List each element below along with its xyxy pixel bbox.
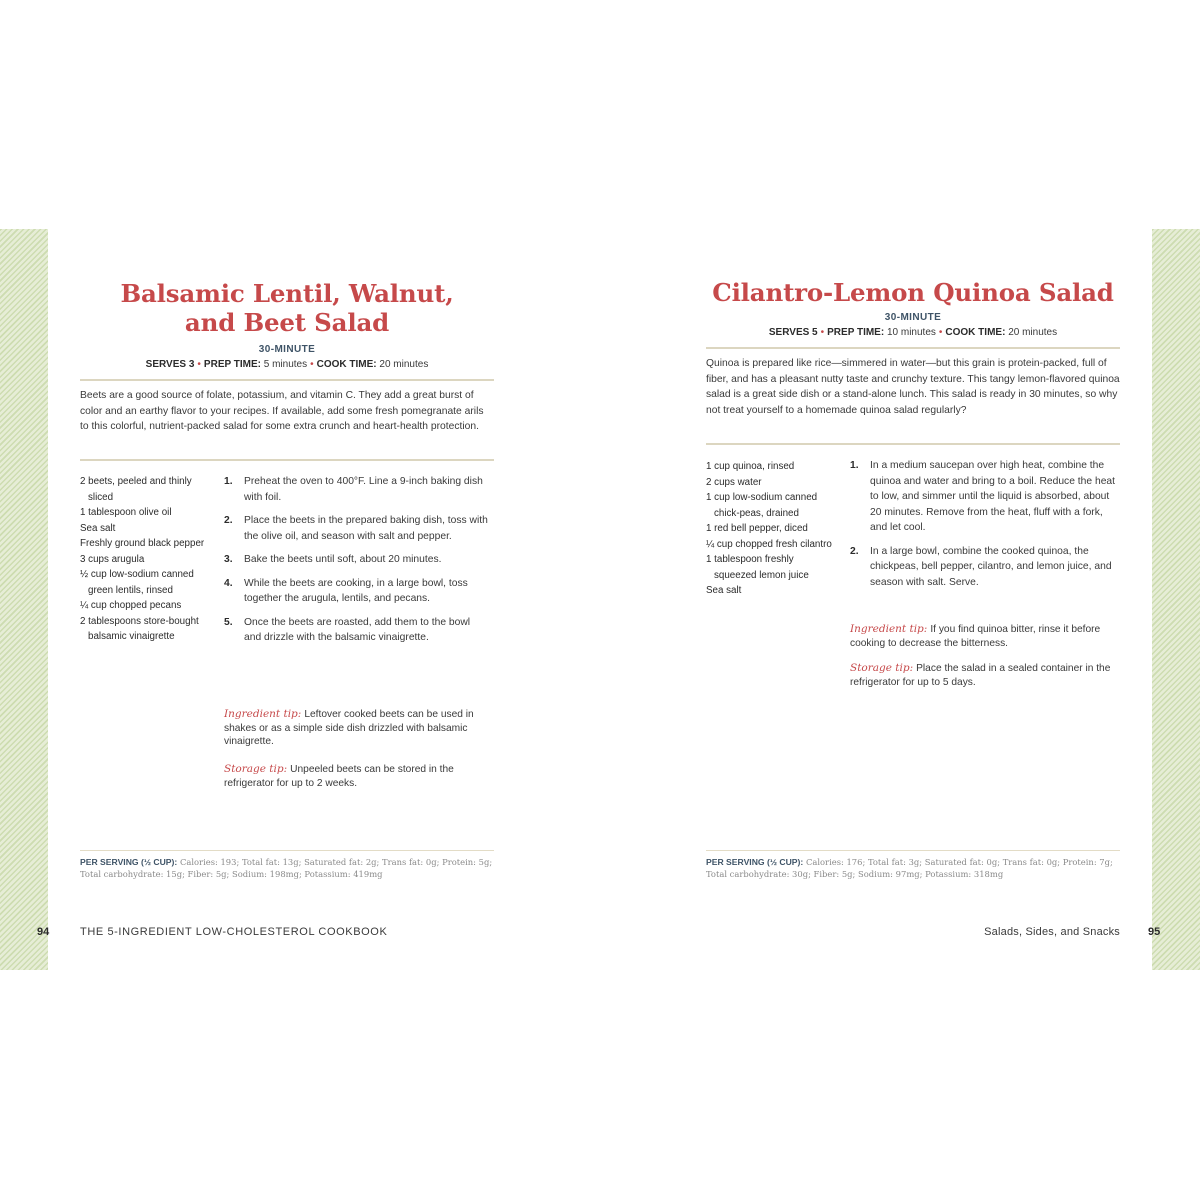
cook-value: 20 minutes <box>1008 327 1058 338</box>
recipe-title-line-2: and Beet Salad <box>184 308 390 337</box>
cook-label: COOK TIME: <box>945 327 1006 338</box>
ingredient-list <box>80 474 210 645</box>
step-number: 3. <box>224 554 233 565</box>
step-list <box>850 458 1120 598</box>
step-text: Bake the beets until soft, about 20 minutes. <box>244 554 442 565</box>
ingredient-tip <box>224 708 492 749</box>
step-text: Place the beets in the prepared baking dish, toss with the olive oil, and season with salt and pepper. <box>244 515 488 542</box>
ingredient-item: Sea salt <box>80 522 116 534</box>
ingredient-item: 3 cups arugula <box>80 553 145 565</box>
prep-label: PREP TIME: <box>827 327 885 338</box>
ingredient-tip-text: If you find quinoa bitter, rinse it before cooking to decrease the bitterness. <box>850 624 1101 649</box>
step-number: 1. <box>224 476 233 487</box>
storage-tip-label: Storage tip: <box>850 662 914 674</box>
recipe-intro: Quinoa is prepared like rice—simmered in water—but this grain is protein-packed, full of fiber, and has a pleasant nutty taste and crunchy texture. This tangy lemon-flavored quinoa salad is a great side dish or a stand-alone lunch. This salad is ready in 30 minutes, so why not treat yourself to a homemade quinoa salad regularly? <box>706 358 1120 416</box>
bullet-separator: • <box>310 359 314 370</box>
step-item <box>850 458 1120 536</box>
step-number: 1. <box>850 460 859 471</box>
ingredient-item: ¼ cup chopped fresh cilantro <box>706 538 832 550</box>
step-number: 2. <box>224 515 233 526</box>
ingredient-item: Sea salt <box>706 585 742 596</box>
divider <box>706 850 1120 851</box>
bullet-separator: • <box>820 327 825 338</box>
left-page <box>80 229 494 970</box>
recipe-badge: 30-MINUTE <box>258 344 316 355</box>
page-number-right: 95 <box>1148 926 1161 938</box>
step-item <box>224 552 489 568</box>
recipe-title: Cilantro-Lemon Quinoa Salad <box>712 278 1114 307</box>
nutrition-label: PER SERVING (½ CUP): <box>80 857 178 867</box>
step-list <box>224 474 489 654</box>
storage-tip-text: Place the salad in a sealed container in the refrigerator for up to 5 days. <box>850 663 1111 688</box>
nutrition-info <box>80 856 494 880</box>
ingredient-tip <box>850 623 1118 650</box>
recipe-title-line-1: Balsamic Lentil, Walnut, <box>120 279 454 308</box>
prep-value: 10 minutes <box>886 327 936 338</box>
ingredient-item: 2 tablespoons store-bought balsamic vinaigrette <box>80 615 199 642</box>
ingredient-item: 2 beets, peeled and thinly sliced <box>80 476 192 503</box>
recipe-badge: 30-MINUTE <box>884 312 942 323</box>
step-text: Once the beets are roasted, add them to the bowl and drizzle with the balsamic vinaigrette. <box>244 616 471 643</box>
bullet-separator: • <box>197 359 201 370</box>
recipe-meta <box>80 359 494 370</box>
nutrition-label: PER SERVING (½ CUP): <box>706 857 804 867</box>
divider <box>706 347 1120 349</box>
step-item <box>850 544 1120 591</box>
nutrition-text: Calories: 193; Total fat: 13g; Saturated fat: 2g; Trans fat: 0g; Protein: 5g; Total carbohydrate: 15g; Fiber: 5g; Sodium: 198mg; Potassium: 419mg <box>80 857 493 879</box>
ingredient-item: Freshly ground black pepper <box>80 538 205 549</box>
step-item <box>224 615 489 646</box>
divider <box>706 443 1120 445</box>
ingredient-item: 2 cups water <box>706 476 762 488</box>
step-item <box>224 576 489 607</box>
ingredient-item: 1 tablespoon freshly squeezed lemon juice <box>706 554 809 581</box>
divider <box>80 850 494 851</box>
serves-label: SERVES 5 <box>768 327 818 338</box>
recipe-intro: Beets are a good source of folate, potassium, and vitamin C. They add a great burst of color and an earthy flavor to your recipes. If available, add some fresh pomegranate arils to this colorful, nutrient-packed salad for some extra crunch and heart-health protection. <box>80 390 484 432</box>
divider <box>80 459 494 461</box>
step-text: While the beets are cooking, in a large bowl, toss together the arugula, lentils, and pecans. <box>244 577 468 604</box>
prep-label: PREP TIME: <box>203 359 261 370</box>
book-spread <box>0 229 1200 970</box>
ingredient-tip-label: Ingredient tip: <box>224 708 302 720</box>
recipe-title <box>80 279 494 337</box>
step-text: In a medium saucepan over high heat, combine the quinoa and water and bring to a boil. Reduce the heat to low, and simmer until the liquid is absorbed, about 20 minutes. Remove from the heat, fluff with a fork, and let cool. <box>870 460 1116 533</box>
ingredient-tip-label: Ingredient tip: <box>850 623 928 635</box>
recipe-meta <box>706 327 1120 338</box>
step-number: 2. <box>850 545 859 557</box>
ingredient-item: ½ cup low-sodium canned green lentils, rinsed <box>80 569 194 596</box>
cook-value: 20 minutes <box>379 359 429 370</box>
right-page <box>706 229 1120 970</box>
ingredient-tip-text: Leftover cooked beets can be used in shakes or as a simple side dish drizzled with balsamic vinaigrette. <box>224 709 474 747</box>
nutrition-text: Calories: 176; Total fat: 3g; Saturated fat: 0g; Trans fat: 0g; Protein: 7g; Total carbohydrate: 30g; Fiber: 5g; Sodium: 97mg; Potassium: 318mg <box>706 857 1113 879</box>
bullet-separator: • <box>938 327 943 338</box>
right-page-edge-pattern <box>1152 229 1200 970</box>
ingredient-item: 1 cup low-sodium canned chick-peas, drained <box>706 492 818 519</box>
left-page-edge-pattern <box>0 229 48 970</box>
cook-label: COOK TIME: <box>316 359 377 370</box>
storage-tip-text: Unpeeled beets can be stored in the refrigerator for up to 2 weeks. <box>224 764 454 789</box>
nutrition-info <box>706 856 1120 880</box>
ingredient-item: 1 tablespoon olive oil <box>80 507 172 518</box>
running-head-right: Salads, Sides, and Snacks <box>984 926 1120 938</box>
step-item <box>224 513 489 544</box>
prep-value: 5 minutes <box>263 359 308 370</box>
page-number-left: 94 <box>37 926 50 938</box>
step-number: 4. <box>224 577 233 589</box>
serves-label: SERVES 3 <box>145 359 195 370</box>
step-text: Preheat the oven to 400°F. Line a 9-inch baking dish with foil. <box>244 476 483 503</box>
ingredient-item: 1 red bell pepper, diced <box>706 523 808 534</box>
step-item <box>224 474 489 505</box>
ingredient-item: ¼ cup chopped pecans <box>80 600 182 611</box>
storage-tip <box>224 763 492 790</box>
step-text: In a large bowl, combine the cooked quinoa, the chickpeas, bell pepper, cilantro, and lemon juice, and season with salt. Serve. <box>870 545 1112 588</box>
ingredient-list <box>706 459 836 599</box>
storage-tip <box>850 662 1118 689</box>
storage-tip-label: Storage tip: <box>224 763 288 775</box>
ingredient-item: 1 cup quinoa, rinsed <box>706 461 795 472</box>
divider <box>80 379 494 381</box>
step-number: 5. <box>224 616 233 628</box>
running-head-left: THE 5-INGREDIENT LOW-CHOLESTEROL COOKBOOK <box>80 926 388 938</box>
